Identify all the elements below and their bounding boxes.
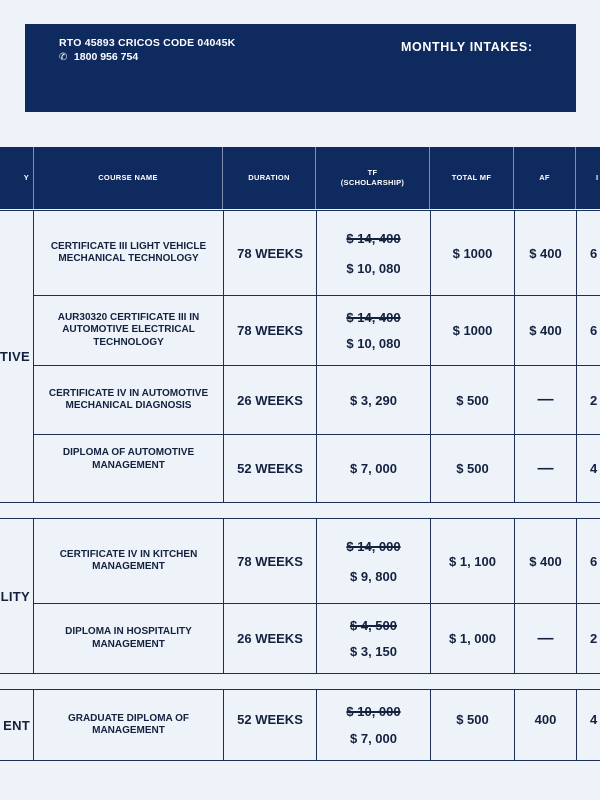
table-row-course: CERTIFICATE IV IN AUTOMOTIVE MECHANICAL DIAGNOSIS [33,365,224,435]
table-row-course: CERTIFICATE III LIGHT VEHICLE MECHANICAL TECHNOLOGY [33,210,224,296]
table-row-partial: 2 [576,603,600,674]
table-row-course: CERTIFICATE IV IN KITCHEN MANAGEMENT [33,518,224,604]
tf-scholarship: $ 7, 000 [350,731,397,746]
table-row-course: DIPLOMA IN HOSPITALITY MANAGEMENT [33,603,224,674]
table-row-partial: 6 [576,518,600,604]
category-hospitality: LITY [0,518,34,674]
tf-scholarship: $ 9, 800 [350,568,397,584]
rto-code: RTO 45893 CRICOS CODE 04045K [59,37,236,49]
phone-icon: ✆ [59,52,68,63]
table-row-tf: $ 7, 000 [316,434,431,503]
table-row-af: — [514,434,577,503]
header-duration: DURATION [223,147,316,209]
table-row-total-mf: $ 500 [430,689,515,761]
header-tf-line2: (SCHOLARSHIP) [340,178,405,187]
tf-scholarship: $ 10, 080 [346,260,401,276]
header-course-name: COURSE NAME [34,147,223,209]
table-row-duration: 26 WEEKS [223,603,317,674]
tf-original: $ 14, 400 [346,309,401,325]
monthly-intakes-label: MONTHLY INTAKES: [401,40,533,54]
table-row-total-mf: $ 1000 [430,210,515,296]
table-row-course: DIPLOMA OF AUTOMOTIVE MANAGEMENT [33,434,224,503]
table-row-duration: 52 WEEKS [223,434,317,503]
table-row-duration: 52 WEEKS [223,689,317,761]
tf-scholarship: $ 3, 150 [350,644,397,660]
table-row-af: $ 400 [514,295,577,366]
header-tf [316,147,430,209]
tf-original: $ 14, 000 [346,538,401,554]
table-row-af: — [514,365,577,435]
header-total-mf: TOTAL MF [430,147,514,209]
table-row-course: AUR30320 CERTIFICATE III IN AUTOMOTIVE ELECTRICAL TECHNOLOGY [33,295,224,366]
table-row-tf: $ 3, 290 [316,365,431,435]
table-row-total-mf: $ 500 [430,434,515,503]
table-row-total-mf: $ 500 [430,365,515,435]
phone-number: 1800 956 754 [73,51,139,63]
table-row-course: GRADUATE DIPLOMA OF MANAGEMENT [33,689,224,761]
category-automotive: TIVE [0,210,34,503]
table-row-duration: 26 WEEKS [223,365,317,435]
table-row-duration: 78 WEEKS [223,518,317,604]
table-row-partial: 4 [576,689,600,761]
table-row-tf [316,689,431,761]
table-row-total-mf: $ 1000 [430,295,515,366]
table-row-tf [316,295,431,366]
table-row-af: — [514,603,577,674]
tf-original: $ 14, 400 [346,230,401,246]
tf-scholarship: $ 10, 080 [346,336,401,352]
header-af: AF [514,147,576,209]
table-row-duration: 78 WEEKS [223,210,317,296]
table-row-partial: 2 [576,365,600,435]
table-row-total-mf: $ 1, 100 [430,518,515,604]
category-management: ENT [0,689,34,761]
table-row-tf [316,603,431,674]
table-row-duration: 78 WEEKS [223,295,317,366]
table-row-partial: 4 [576,434,600,503]
tf-original: $ 4, 500 [350,617,397,633]
header-category: Y [0,147,34,209]
header-partial: I [576,147,600,209]
table-row-af: $ 400 [514,210,577,296]
tf-original: $ 10, 000 [346,704,401,719]
table-row-tf [316,518,431,604]
table-row-total-mf: $ 1, 000 [430,603,515,674]
table-row-partial: 6 [576,210,600,296]
table-row-af: $ 400 [514,518,577,604]
table-row-tf [316,210,431,296]
table-row-partial: 6 [576,295,600,366]
table-row-af: 400 [514,689,577,761]
header-tf-line1: TF [367,168,378,178]
